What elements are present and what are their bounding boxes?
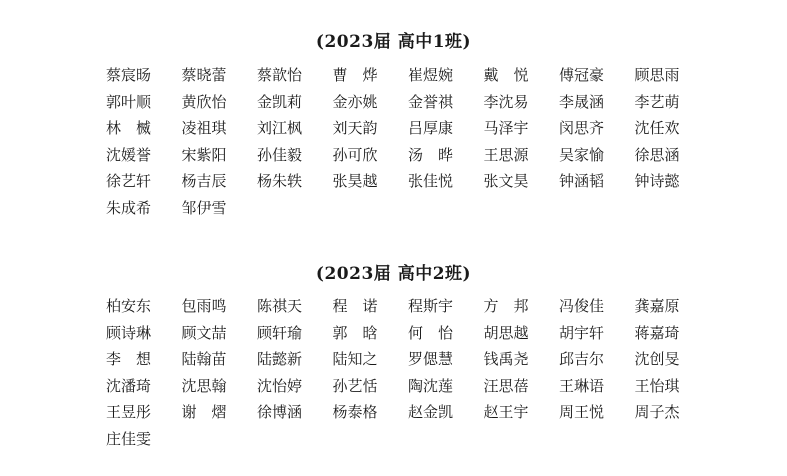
student-name: 沈创旻: [634, 350, 680, 368]
student-name: 胡思越: [483, 323, 529, 342]
student-name: 顾轩瑜: [257, 323, 303, 342]
student-name: 黄欣怡: [181, 92, 227, 111]
student-name: 沈怡婷: [257, 376, 303, 395]
student-name: 谢 熠: [181, 403, 227, 421]
student-name: 陆翰苗: [181, 350, 227, 368]
student-name: 凌祖琪: [181, 119, 227, 137]
student-name: 王思源: [483, 145, 529, 164]
student-name: 胡宇轩: [559, 323, 605, 342]
student-name: 杨吉辰: [181, 172, 227, 190]
student-name: 马泽宇: [483, 119, 529, 137]
class-title: (2023届 高中2班): [315, 264, 472, 284]
student-name: 蔡晓蕾: [181, 66, 227, 84]
student-name: 程 诺: [332, 297, 378, 315]
student-name: 李 想: [106, 350, 152, 368]
student-name: 陈祺天: [257, 297, 303, 315]
student-name: 徐博涵: [257, 403, 303, 421]
student-name: 庄佳雯: [106, 429, 152, 448]
student-name: 杨朱轶: [257, 172, 303, 190]
student-name: 吴家愉: [559, 145, 605, 164]
student-name: 何 怡: [408, 323, 454, 342]
student-name: 柏安东: [106, 297, 152, 315]
student-name: 蔡宸旸: [106, 66, 152, 84]
student-name: 孙艺恬: [332, 376, 378, 395]
student-name: 陆知之: [332, 350, 378, 368]
student-name: 张昊越: [332, 172, 378, 190]
student-name: 王琳语: [559, 376, 605, 395]
student-name: 沈思翰: [181, 376, 227, 395]
student-name: 傅冠豪: [559, 66, 605, 84]
student-name: 蔡歆怡: [257, 66, 303, 84]
student-name: 徐艺轩: [106, 172, 152, 190]
student-name-grid: [106, 66, 710, 225]
student-name: 朱成希: [106, 198, 152, 217]
student-name: 邱吉尔: [559, 350, 605, 368]
student-name: 钟涵韬: [559, 172, 605, 190]
student-name: 吕厚康: [408, 119, 454, 137]
student-name: 赵金凯: [408, 403, 454, 421]
student-name: 郭叶顺: [106, 92, 152, 111]
student-name: 张佳悦: [408, 172, 454, 190]
student-name: 程斯宇: [408, 297, 454, 315]
student-name: 陶沈莲: [408, 376, 454, 395]
class-title: (2023届 高中1班): [315, 32, 472, 52]
student-name: 林 楲: [106, 119, 152, 137]
student-name: 沈任欢: [634, 119, 680, 137]
student-name: 龚嘉原: [634, 297, 680, 315]
student-name: 顾诗琳: [106, 323, 152, 342]
student-name: 钟诗懿: [634, 172, 680, 190]
student-name: 孙可欣: [332, 145, 378, 164]
student-name: 罗偲慧: [408, 350, 454, 368]
student-name: 李沈易: [483, 92, 529, 111]
student-name: 金凯莉: [257, 92, 303, 111]
student-name: 金誉祺: [408, 92, 454, 111]
student-name: 沈潘琦: [106, 376, 152, 395]
student-name: 沈媛誉: [106, 145, 152, 164]
student-name: 王昱彤: [106, 403, 152, 421]
student-name: 杨泰格: [332, 403, 378, 421]
student-name: 冯俊佳: [559, 297, 605, 315]
student-name: 汪思蓓: [483, 376, 529, 395]
student-name: 孙佳毅: [257, 145, 303, 164]
student-name: 包雨鸣: [181, 297, 227, 315]
student-name: 崔煜婉: [408, 66, 454, 84]
student-name: 金亦姚: [332, 92, 378, 111]
student-name: 闵思齐: [559, 119, 605, 137]
student-name: 曹 烨: [332, 66, 378, 84]
student-name: 邹伊雪: [181, 198, 227, 217]
student-name: 刘天韵: [332, 119, 378, 137]
student-name: 李晟涵: [559, 92, 605, 111]
student-name: 顾思雨: [634, 66, 680, 84]
student-name: 蒋嘉琦: [634, 323, 680, 342]
student-name: 赵王宇: [483, 403, 529, 421]
student-name: 顾文喆: [181, 323, 227, 342]
student-name: 李艺萌: [634, 92, 680, 111]
student-name: 戴 悦: [483, 66, 529, 84]
student-name-grid: [106, 297, 710, 456]
student-name: 郭 晗: [332, 323, 378, 342]
student-name: 汤 晔: [408, 145, 454, 164]
student-name: 徐思涵: [634, 145, 680, 164]
student-name: 张文昊: [483, 172, 529, 190]
student-name: 王怡琪: [634, 376, 680, 395]
student-name: 陆懿新: [257, 350, 303, 368]
student-name: 周王悦: [559, 403, 605, 421]
student-name: 周子杰: [634, 403, 680, 421]
student-name: 宋紫阳: [181, 145, 227, 164]
student-name: 钱禹尧: [483, 350, 529, 368]
student-name: 方 邦: [483, 297, 529, 315]
student-name: 刘江枫: [257, 119, 303, 137]
